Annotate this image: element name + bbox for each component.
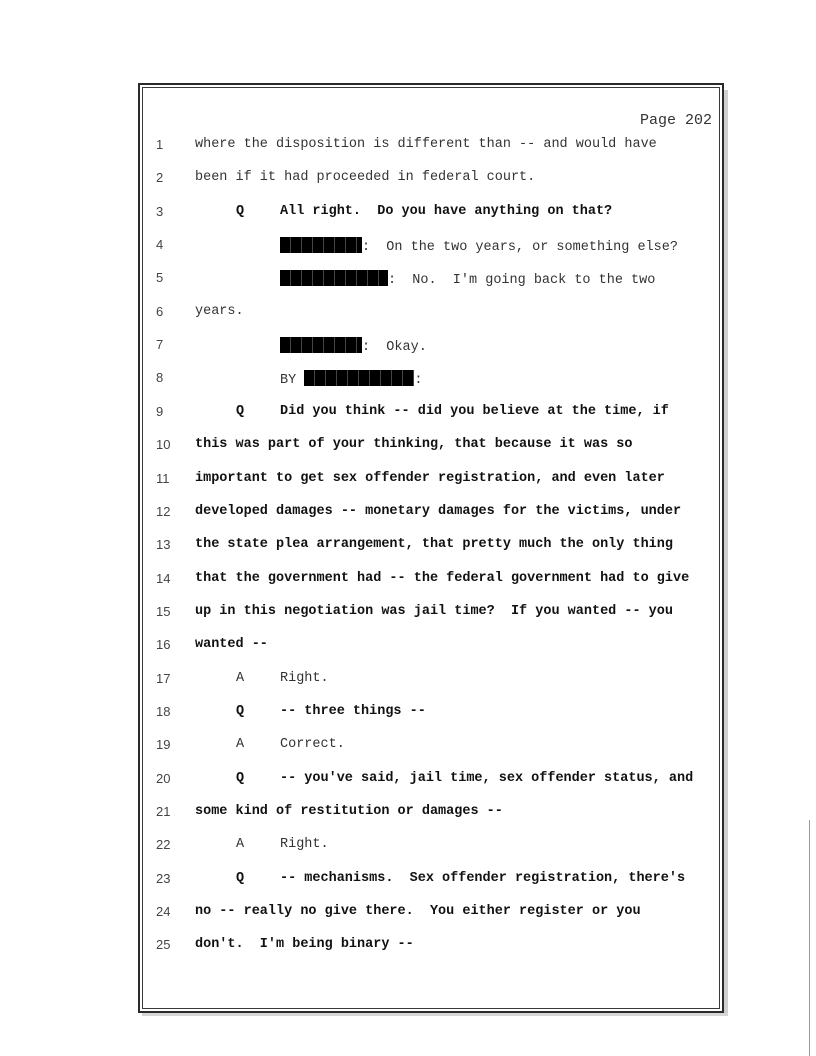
transcript-line	[0, 137, 816, 157]
line-text: -- you've said, jail time, sex offender status, and	[280, 770, 694, 786]
page-number: Page 202	[639, 112, 712, 129]
line-number: 1	[156, 137, 164, 152]
question-marker: Q	[236, 770, 245, 786]
line-text: :	[414, 373, 423, 389]
answer-marker: A	[236, 737, 245, 753]
line-number: 22	[156, 837, 171, 853]
line-text: : Okay.	[362, 340, 427, 356]
line-number: 3	[156, 203, 164, 219]
line-text: : No. I'm going back to the two	[388, 273, 656, 289]
line-text: important to get sex offender registration, and even later	[195, 470, 665, 486]
transcript-line	[0, 904, 816, 924]
transcript-line	[0, 304, 816, 324]
line-text: the state plea arrangement, that pretty much the only thing	[195, 537, 673, 553]
transcript-line	[0, 437, 816, 457]
transcript-line	[0, 637, 816, 657]
line-number: 13	[156, 537, 171, 553]
transcript-line	[0, 571, 816, 591]
redaction-box	[304, 370, 414, 386]
line-number: 21	[156, 804, 171, 819]
line-text: that the government had -- the federal government had to give	[195, 570, 690, 586]
line-number: 20	[156, 770, 171, 786]
transcript-line	[0, 204, 816, 224]
transcript-line	[0, 871, 816, 891]
answer-marker: A	[236, 670, 245, 686]
line-text: no -- really no give there. You either register or you	[195, 904, 641, 920]
line-text: Right.	[280, 670, 329, 686]
line-number: 17	[156, 670, 171, 686]
transcript-line	[0, 404, 816, 424]
line-number: 12	[156, 503, 171, 519]
by-prefix: BY	[280, 373, 305, 389]
line-text: -- three things --	[280, 703, 426, 719]
redaction-box	[280, 270, 388, 286]
transcript-line	[0, 504, 816, 524]
line-number: 6	[156, 303, 164, 319]
question-marker: Q	[236, 870, 245, 886]
frame-shadow-bottom	[142, 1013, 728, 1016]
transcript-line	[0, 270, 816, 290]
line-text: wanted --	[195, 637, 268, 653]
question-marker: Q	[236, 703, 245, 719]
redaction-box	[280, 237, 362, 253]
line-number: 11	[156, 470, 170, 486]
colloquy-line	[280, 270, 655, 288]
line-text: this was part of your thinking, that because it was so	[195, 437, 633, 453]
line-number: 18	[156, 703, 171, 719]
line-number: 19	[156, 737, 171, 753]
transcript-line	[0, 771, 816, 791]
line-number: 4	[156, 237, 164, 253]
redaction-box	[280, 337, 362, 353]
transcript-line	[0, 804, 816, 824]
line-number: 5	[156, 270, 164, 286]
line-text: years.	[195, 303, 244, 319]
line-number: 23	[156, 870, 171, 886]
question-marker: Q	[236, 203, 245, 219]
line-text: Right.	[280, 837, 329, 853]
examiner-line	[280, 370, 422, 388]
transcript-line	[0, 704, 816, 724]
line-number: 24	[156, 904, 171, 920]
transcript-line	[0, 337, 816, 357]
line-number: 10	[156, 437, 171, 453]
transcript-line	[0, 604, 816, 624]
answer-marker: A	[236, 837, 245, 853]
line-text: developed damages -- monetary damages for the victims, under	[195, 503, 682, 519]
line-number: 8	[156, 370, 164, 386]
line-number: 25	[156, 937, 171, 953]
colloquy-line	[280, 337, 427, 355]
transcript-line	[0, 370, 816, 390]
line-number: 15	[156, 603, 171, 619]
line-number: 7	[156, 337, 164, 353]
question-marker: Q	[236, 403, 245, 419]
line-text: up in this negotiation was jail time? If you wanted -- you	[195, 603, 673, 619]
transcript-line	[0, 737, 816, 757]
transcript-line	[0, 837, 816, 857]
line-text: some kind of restitution or damages --	[195, 804, 503, 819]
transcript-line	[0, 237, 816, 257]
transcript-line	[0, 671, 816, 691]
line-number: 14	[156, 570, 171, 586]
transcript-line	[0, 170, 816, 190]
line-number: 9	[156, 403, 164, 419]
line-number: 2	[156, 170, 164, 186]
line-text: Did you think -- did you believe at the time, if	[280, 403, 669, 419]
transcript-line	[0, 937, 816, 957]
transcript-line	[0, 537, 816, 557]
line-text: don't. I'm being binary --	[195, 937, 414, 953]
line-text: All right. Do you have anything on that?	[280, 203, 613, 219]
line-text: Correct.	[280, 737, 345, 753]
transcript-line	[0, 471, 816, 491]
line-text: where the disposition is different than -- and would have	[195, 137, 657, 152]
line-text: -- mechanisms. Sex offender registration, there's	[280, 870, 686, 886]
colloquy-line	[280, 237, 678, 255]
line-text: been if it had proceeded in federal court.	[195, 170, 536, 186]
line-text: : On the two years, or something else?	[362, 240, 678, 256]
line-number: 16	[156, 637, 171, 653]
